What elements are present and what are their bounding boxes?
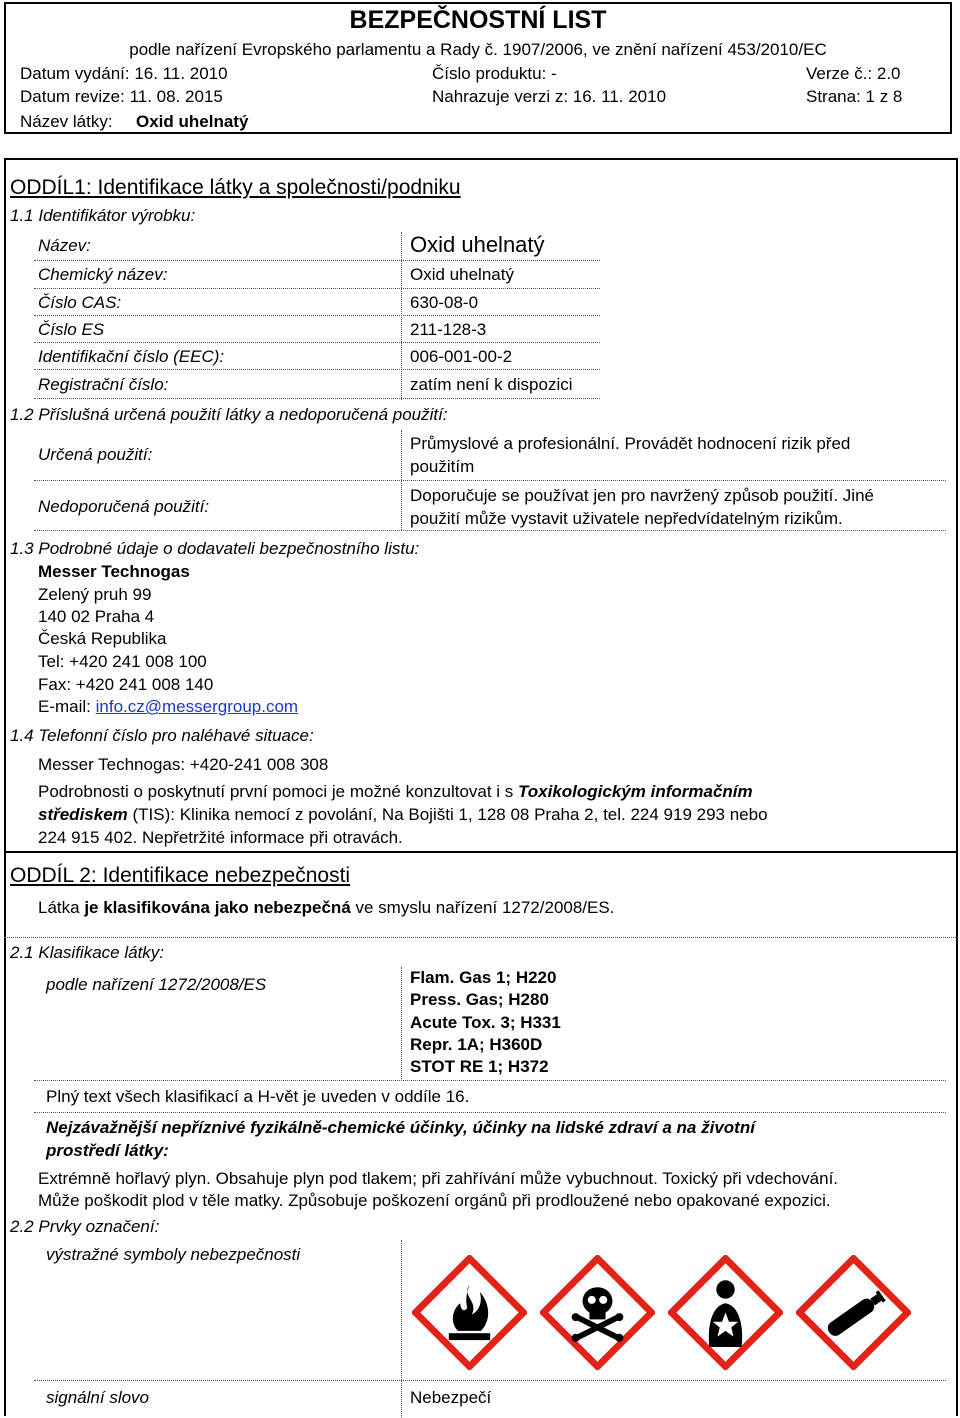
tis-line-2 [38,805,768,825]
full-text-note: Plný text všech klasifikací a H-vět je uveden v oddíle 16. [46,1087,470,1106]
intended-uses-value-1: Průmyslové a profesionální. Provádět hodnocení rizik před [410,434,851,453]
intended-uses-value-2: použitím [410,457,475,476]
issue-date: Datum vydání: 16. 11. 2010 [20,64,228,83]
classification-regulation-label: podle nařízení 1272/2008/ES [46,975,267,994]
effects-text-2: Může poškodit plod v těle matky. Způsobuje poškození orgánů při prodloužené nebo opakované expozici. [38,1191,831,1210]
subsection-1-3-title: 1.3 Podrobné údaje o dodavateli bezpečnostního listu: [10,539,420,558]
table-rule [34,342,600,343]
table-rule [34,260,600,261]
eec-label: Identifikační číslo (EEC): [38,347,225,366]
classification-rule [34,1080,946,1081]
name-label: Název: [38,236,91,255]
table-rule [34,398,600,399]
classification-intro [38,898,614,918]
effects-rule [34,1112,946,1113]
section-1-title: ODDÍL1: Identifikace látky a společnosti/podniku [10,176,461,199]
table-rule [34,288,600,289]
hazard-class-1: Flam. Gas 1; H220 [410,968,557,987]
es-value: 211-128-3 [410,320,487,339]
revision-date: Datum revize: 11. 08. 2015 [20,87,223,106]
subsection-2-1-title: 2.1 Klasifikace látky: [10,943,165,962]
uses-rule [34,480,946,481]
hazard-class-3: Acute Tox. 3; H331 [410,1013,561,1032]
subsection-2-2-title: 2.2 Prvky označení: [10,1217,160,1236]
email-label: E-mail: [38,697,96,716]
uses-advised-against-value-1: Doporučuje se používat jen pro navržený způsob použití. Jiné [410,486,874,505]
regulation-subtitle: podle nařízení Evropského parlamentu a Rady č. 1907/2006, ve znění nařízení 453/2010/EC [129,40,827,59]
flame-pictogram-icon [412,1255,527,1370]
registration-label: Registrační číslo: [38,375,169,394]
intro-bold: je klasifikována jako nebezpečná [84,898,351,917]
hazard-class-4: Repr. 1A; H360D [410,1035,543,1054]
page-number: Strana: 1 z 8 [806,87,903,106]
supplier-fax: Fax: +420 241 008 140 [38,675,214,694]
labelling-divider [401,1240,402,1418]
supplier-email-line [38,697,298,717]
hazard-class-5: STOT RE 1; H372 [410,1057,549,1076]
emergency-phone: Messer Technogas: +420-241 008 308 [38,755,329,774]
cas-value: 630-08-0 [410,293,479,312]
subsection-1-4-title: 1.4 Telefonní číslo pro naléhavé situace: [10,726,314,745]
intro-c: ve smyslu nařízení 1272/2008/ES. [350,898,615,917]
table-divider [401,232,402,400]
tis-text-1: Podrobnosti o poskytnutí první pomoci je možné konzultovat i s [38,782,519,801]
classification-divider [401,967,402,1079]
supplier-country: Česká Republika [38,629,167,648]
registration-value: zatím není k dispozici [410,375,573,394]
substance-name: Oxid uhelnatý [136,112,249,131]
document-header [4,2,952,134]
labelling-rule [34,1380,946,1381]
document-title: BEZPEČNOSTNÍ LIST [349,6,607,34]
product-number: Číslo produktu: - [432,64,557,83]
supplier-name: Messer Technogas [38,562,190,581]
uses-rule [34,530,946,531]
intro-a: Látka [38,898,85,917]
supplier-street: Zelený pruh 99 [38,585,152,604]
tis-center-name: Toxikologickým informačním [518,782,753,801]
uses-advised-against-value-2: použití může vystavit uživatele nepředvídatelným rizikům. [410,509,843,528]
signal-word-value: Nebezpečí [410,1388,492,1407]
subsection-1-2-title: 1.2 Příslušná určená použití látky a nedoporučená použití: [10,405,448,424]
cas-label: Číslo CAS: [38,293,122,312]
effects-title-1: Nejzávažnější nepříznivé fyzikálně-chemické účinky, účinky na lidské zdraví a na životní [46,1118,755,1137]
section-separator [4,851,958,853]
supplier-phone: Tel: +420 241 008 100 [38,652,207,671]
tis-line-3: 224 915 402. Nepřetržité informace při otravách. [38,828,403,847]
version: Verze č.: 2.0 [806,64,901,83]
eec-value: 006-001-00-2 [410,347,513,366]
section-rule [4,937,958,938]
chemical-name-label: Chemický název: [38,265,168,284]
intended-uses-label: Určená použití: [38,445,153,464]
signal-word-label: signální slovo [46,1388,150,1407]
tis-address: (TIS): Klinika nemocí z povolání, Na Bojišti 1, 128 08 Praha 2, tel. 224 919 293 nebo [127,805,768,824]
skull-crossbones-pictogram-icon [540,1255,655,1370]
effects-title-2: prostředí látky: [46,1141,169,1160]
supplier-city: 140 02 Praha 4 [38,607,155,626]
section-2-title: ODDÍL 2: Identifikace nebezpečnosti [10,864,351,887]
health-hazard-pictogram-icon [668,1255,783,1370]
pictograms-label: výstražné symboly nebezpečnosti [46,1245,301,1264]
gas-cylinder-pictogram-icon [796,1255,911,1370]
email-link[interactable]: info.cz@messergroup.com [95,697,299,716]
hazard-class-2: Press. Gas; H280 [410,990,549,1009]
table-rule [34,369,600,370]
uses-advised-against-label: Nedoporučená použití: [38,497,210,516]
table-rule [34,315,600,316]
es-label: Číslo ES [38,320,105,339]
tis-center-name-2: střediskem [38,805,128,824]
effects-text-1: Extrémně hořlavý plyn. Obsahuje plyn pod tlakem; při zahřívání může vybuchnout. Toxický při vdechování. [38,1169,839,1188]
substance-label: Název látky: [20,112,113,131]
subsection-1-1-title: 1.1 Identifikátor výrobku: [10,206,196,225]
name-value: Oxid uhelnatý [410,232,545,257]
tis-line-1 [38,782,753,802]
chemical-name-value: Oxid uhelnatý [410,265,514,284]
replaces-version: Nahrazuje verzi z: 16. 11. 2010 [432,87,667,106]
